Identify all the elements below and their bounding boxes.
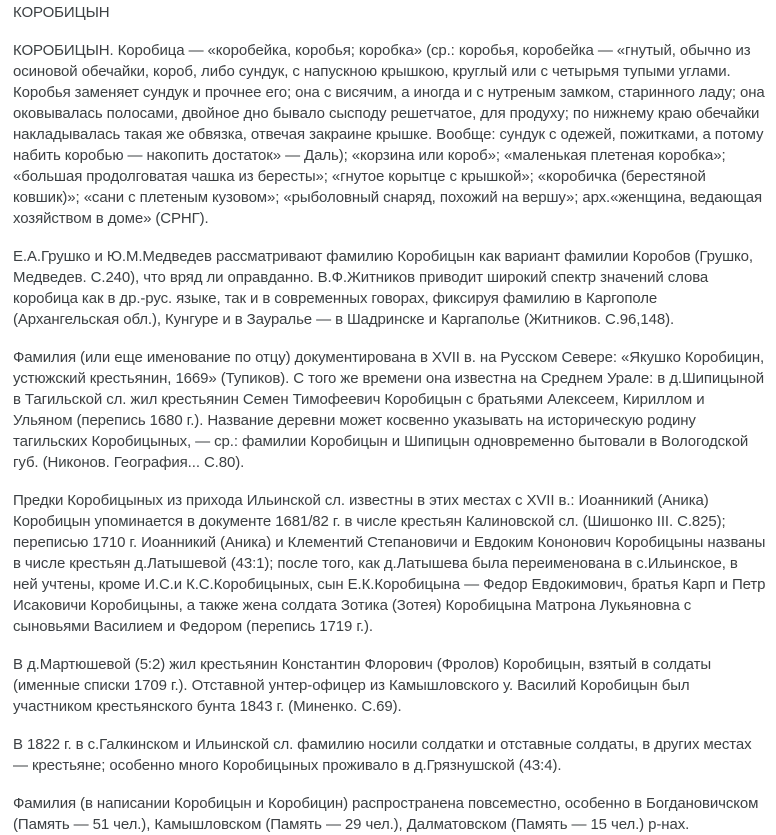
paragraph-17th-century: Фамилия (или еще именование по отцу) документирована в XVII в. на Русском Севере: «Якушко Коробицин, устюжский крестьянин, 1669» (Тупиков). С того же времени она известна на Среднем Урале: в д.Шипицыной в Тагильской сл. жил крестьянин Семен Тимофеевич Коробицын с братьями Алексеем, Кириллом и Ульяном (перепись 1680 г.). Название деревни может косвенно указывать на историческую родину тагильских Коробицыных, — ср.: фамилии Коробицын и Шипицын одновременно бытовали в Вологодской губ. (Никонов. География... С.80). xyxy=(13,349,765,471)
paragraph-distribution: Фамилия (в написании Коробицын и Коробицин) распространена повсеместно, особенно в Богдановичском (Память — 51 чел.), Камышловском (Память — 29 чел.), Далматовском (Память — 15 чел.) р-нах. xyxy=(13,795,759,833)
page-title: КОРОБИЦЫН xyxy=(13,4,110,21)
paragraph-ilyinskaya-ancestors: Предки Коробицыных из прихода Ильинской сл. известны в этих местах с XVII в.: Иоанникий (Аника) Коробицын упоминается в документе 1681/82 г. в числе крестьян Калиновской сл. (Шишонко III. С.825); переписью 1710 г. Иоанникий (Аника) и Клементий Степановичи и Евдоким Кононович Коробицыны названы в числе крестьян д.Латышевой (43:1); после того, как д.Латышева была переименована в с.Ильинское, в ней учтены, кроме И.С.и К.С.Коробицыных, сын Е.К.Коробицына — Федор Евдокимович, братья Карп и Петр Исаковичи Коробицыны, а также жена солдата Зотика (Зотея) Коробицына Матрона Лукьяновна с сыновьями Василием и Федором (перепись 1719 г.). xyxy=(13,492,766,635)
paragraph-martyusheva: В д.Мартюшевой (5:2) жил крестьянин Константин Флорович (Фролов) Коробицын, взятый в солдаты (именные списки 1709 г.). Отставной унтер-офицер из Камышловского у. Василий Коробицын был участником крестьянского бунта 1843 г. (Миненко. С.69). xyxy=(13,656,712,715)
paragraph-researchers: Е.А.Грушко и Ю.М.Медведев рассматривают фамилию Коробицын как вариант фамилии Коробов (Грушко, Медведев. С.240), что вряд ли оправданно. В.Ф.Житников приводит широкий спектр значений слова коробица как в др.-рус. языке, так и в современных говорах, фиксируя фамилию в Каргополе (Архангельская обл.), Кунгуре и в Зауралье — в Шадринске и Каргаполье (Житников. С.96,148). xyxy=(13,248,753,328)
paragraph-1822: В 1822 г. в с.Галкинском и Ильинской сл. фамилию носили солдатки и отставные солдаты, в других местах — крестьяне; особенно много Коробицыных проживало в д.Грязнушской (43:4). xyxy=(13,736,752,774)
paragraph-etymology: КОРОБИЦЫН. Коробица — «коробейка, коробья; коробка» (ср.: коробья, коробейка — «гнутый, обычно из осиновой обечайки, короб, либо сундук, с напускною крышкою, круглый или с четырьмя тупыми углами. Коробья заменяет сундук и прочнее его; она с висячим, а иногда и с нутреным замком, старинного ладу; она оковывалась полосами, двойное дно бывало сысподу решетчатое, для продуху; по нижнему краю обечайки накладывалась такая же обвязка, отвечая закраине крышке. Вообще: сундук с одежей, пожитками, а потому набить коробью — накопить достаток» — Даль); «корзина или короб»; «маленькая плетеная коробка»; «большая продолговатая чашка из бересты»; «гнутое корытце с крышкой»; «коробичка (берестяной ковшик)»; «сани с плетеным кузовом»; «рыболовный снаряд, похожий на вершу»; арх.«женщина, ведающая хозяйством в доме» (СРНГ). xyxy=(13,42,765,227)
